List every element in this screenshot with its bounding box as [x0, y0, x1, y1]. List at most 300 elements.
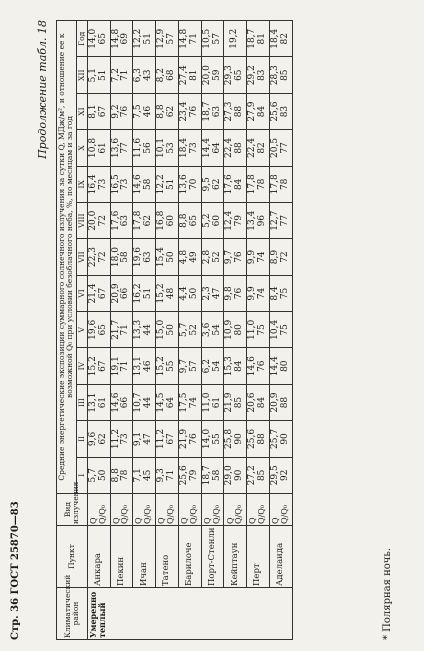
value-cell — [87, 312, 110, 348]
ratio-value: 60 — [165, 214, 176, 227]
value-cell — [270, 166, 293, 202]
ratio-value: 80 — [234, 324, 245, 336]
table-row — [87, 21, 110, 640]
quantity-label-q: Q — [202, 517, 212, 524]
quantity-label-ratio: Q/Q₀ — [234, 504, 244, 524]
q-value: 19,1 — [110, 356, 121, 377]
value-cell — [156, 312, 179, 348]
ratio-value: 83 — [279, 105, 290, 118]
q-value: 2,3 — [201, 286, 212, 301]
ratio-value: 88 — [279, 396, 290, 409]
ratio-value: 50 — [165, 251, 176, 263]
value-cell — [201, 239, 224, 275]
q-value: 23,4 — [178, 101, 189, 122]
point-cell: Татено — [156, 526, 179, 588]
value-cell — [270, 421, 293, 457]
month-header: I — [76, 457, 87, 493]
value-cell — [247, 130, 270, 166]
value-cell — [201, 93, 224, 129]
ratio-value: 47 — [143, 433, 154, 445]
value-cell — [224, 312, 247, 348]
value-cell — [224, 421, 247, 457]
q-value: 8,4 — [270, 286, 280, 301]
q-value: 28,3 — [270, 65, 280, 86]
ratio-value: 84 — [234, 360, 245, 372]
ratio-value: 53 — [165, 142, 176, 154]
ratio-value: 54 — [211, 324, 222, 336]
q-value: 9,2 — [110, 104, 121, 119]
value-cell — [87, 166, 110, 202]
q-value: 15,2 — [156, 283, 167, 304]
value-cell — [110, 348, 133, 384]
ratio-value: 92 — [279, 469, 290, 482]
q-value: 25,6 — [270, 101, 280, 122]
q-value: 7,5 — [133, 104, 144, 119]
quantity-label-ratio: Q/Q₀ — [257, 504, 267, 524]
ratio-value: 55 — [211, 433, 222, 445]
value-cell — [270, 239, 293, 275]
q-value: 11,0 — [201, 392, 212, 413]
value-cell — [247, 93, 270, 129]
value-cell — [247, 457, 270, 493]
ratio-value: 50 — [188, 287, 199, 300]
ratio-value: 78 — [120, 469, 131, 482]
col-top-header: Средние энергетические экспозиции суммарного солнечного излучения за сутки Q, МДж/м², и отношение ее к возможной Q₀ при условии безоблачного неба, %, по месяцам и за год — [57, 21, 77, 494]
ratio-value: 81 — [257, 33, 268, 45]
value-cell — [156, 239, 179, 275]
ratio-value: 65 — [188, 214, 199, 227]
q-value: 8,1 — [87, 104, 98, 119]
q-value: 11,0 — [247, 319, 258, 340]
month-header: VIII — [76, 203, 87, 239]
ratio-value: 65 — [234, 69, 245, 81]
ratio-value: 76 — [120, 105, 131, 118]
ratio-value: 77 — [279, 214, 290, 227]
q-value: 16,5 — [110, 174, 121, 195]
table-row — [178, 21, 201, 640]
ratio-value: 62 — [165, 105, 176, 118]
quantity-label-q: Q — [88, 517, 98, 524]
value-cell — [247, 166, 270, 202]
q-value: 15,4 — [156, 247, 167, 268]
q-value: 10,8 — [87, 137, 98, 158]
quantity-label-ratio: Q/Q₀ — [188, 504, 198, 524]
value-cell — [87, 93, 110, 129]
ratio-value: 71 — [120, 69, 131, 81]
q-value: 9,5 — [201, 177, 212, 192]
q-value: 15,2 — [156, 356, 167, 377]
value-cell — [178, 21, 201, 58]
value-cell — [133, 457, 156, 493]
value-cell — [110, 457, 133, 493]
col-qty-header: Вид излучения — [57, 494, 88, 526]
ratio-value: 44 — [143, 324, 154, 336]
ratio-value: 57 — [211, 33, 222, 45]
q-value: 19,6 — [87, 319, 98, 340]
ratio-value: 55 — [165, 360, 176, 372]
month-header: X — [76, 130, 87, 166]
value-cell — [201, 312, 224, 348]
q-value: 22,4 — [247, 137, 258, 158]
point-cell: Порт-Стенли — [201, 526, 224, 588]
q-value: 12,9 — [156, 28, 167, 49]
value-cell — [156, 457, 179, 493]
month-header: XII — [76, 57, 87, 93]
quantity-cell — [224, 494, 247, 526]
q-value: 22,4 — [224, 137, 235, 158]
ratio-value: 46 — [143, 105, 154, 118]
month-header: IX — [76, 166, 87, 202]
value-cell — [133, 312, 156, 348]
ratio-value: 52 — [211, 251, 222, 263]
value-cell — [178, 166, 201, 202]
ratio-value: 88 — [234, 142, 245, 154]
value-cell — [224, 130, 247, 166]
q-value: 9,9 — [247, 249, 258, 265]
value-cell — [156, 384, 179, 420]
value-cell — [247, 239, 270, 275]
ratio-value: 76 — [234, 251, 245, 263]
q-value: 21,9 — [178, 428, 189, 449]
ratio-value: 58 — [211, 469, 222, 482]
col-point-header: Пункт — [57, 526, 88, 588]
q-value: 14,5 — [156, 392, 167, 413]
value-cell — [178, 130, 201, 166]
q-value: 9,3 — [156, 468, 167, 483]
q-value: 11,6 — [133, 137, 144, 158]
quantity-cell — [270, 494, 293, 526]
q-value: 20,6 — [247, 392, 258, 413]
q-value: 9,1 — [133, 431, 144, 447]
q-value: 5,2 — [201, 213, 212, 228]
q-value: 8,8 — [156, 104, 167, 119]
value-cell — [87, 203, 110, 239]
q-value: 11,2 — [156, 428, 167, 449]
value-cell — [87, 421, 110, 457]
q-value: 13,4 — [247, 210, 258, 231]
ratio-value: 85 — [234, 396, 245, 409]
value-cell — [270, 348, 293, 384]
value-cell — [247, 275, 270, 311]
page-header — [10, 20, 32, 640]
ratio-value: 71 — [120, 360, 131, 372]
value-cell — [156, 421, 179, 457]
ratio-value: 76 — [188, 433, 199, 445]
q-value: 14,8 — [178, 28, 189, 49]
ratio-value: 82 — [279, 33, 290, 45]
month-header: IV — [76, 348, 87, 384]
ratio-value: 61 — [97, 142, 108, 154]
q-value: 15,0 — [156, 319, 167, 340]
q-value: 5,7 — [87, 468, 98, 483]
ratio-value: 51 — [97, 69, 108, 81]
ratio-value: 64 — [165, 396, 176, 409]
value-cell — [178, 93, 201, 129]
value-cell — [247, 21, 270, 58]
q-value: 7,1 — [133, 468, 144, 483]
value-cell — [247, 312, 270, 348]
q-value: 7,2 — [110, 68, 121, 83]
q-value: 18,4 — [178, 137, 189, 158]
ratio-value: 75 — [279, 287, 290, 300]
quantity-cell — [133, 494, 156, 526]
value-cell — [270, 312, 293, 348]
value-cell — [156, 348, 179, 384]
ratio-value: 65 — [97, 33, 108, 45]
q-value: 2,8 — [201, 249, 212, 265]
q-value: 17,6 — [224, 174, 235, 195]
month-header: VI — [76, 275, 87, 311]
q-value: 20,5 — [270, 137, 280, 158]
ratio-value: 74 — [257, 251, 268, 263]
ratio-value: 51 — [143, 33, 154, 45]
table-continuation-label: Продолжение табл. 18 — [36, 20, 49, 159]
q-value: 21,9 — [224, 392, 235, 413]
table-row — [133, 21, 156, 640]
ratio-value: 62 — [211, 178, 222, 191]
value-cell — [224, 384, 247, 420]
ratio-value: 51 — [143, 287, 154, 300]
ratio-value: 80 — [279, 360, 290, 372]
ratio-value: 79 — [188, 469, 199, 482]
q-value: 17,8 — [133, 210, 144, 231]
quantity-label-q: Q — [225, 517, 235, 524]
q-value: 17,8 — [270, 174, 280, 195]
table-header-row — [57, 21, 77, 640]
ratio-value: 76 — [257, 360, 268, 372]
ratio-value: 61 — [97, 396, 108, 409]
value-cell — [133, 239, 156, 275]
point-cell: Анкара — [87, 526, 110, 588]
point-cell: Ичан — [133, 526, 156, 588]
month-header: Год — [76, 21, 87, 58]
value-cell — [87, 275, 110, 311]
q-value: 25,8 — [224, 428, 235, 449]
value-cell — [224, 57, 247, 93]
ratio-value: 43 — [143, 69, 154, 81]
value-cell — [201, 130, 224, 166]
q-value: 16,2 — [133, 283, 144, 304]
ratio-value: 85 — [257, 469, 268, 482]
value-cell — [224, 166, 247, 202]
ratio-value: 76 — [234, 287, 245, 300]
q-value: 8,8 — [178, 213, 189, 228]
q-value: 20,0 — [201, 65, 212, 86]
q-value: 20,9 — [110, 283, 121, 304]
ratio-value: 78 — [279, 178, 290, 191]
value-cell — [133, 348, 156, 384]
q-value: 27,4 — [178, 65, 189, 86]
ratio-value: 71 — [165, 469, 176, 482]
ratio-value: 82 — [257, 142, 268, 154]
ratio-value: 62 — [97, 433, 108, 445]
q-value: 25,6 — [178, 465, 189, 486]
q-value: 27,2 — [247, 465, 258, 486]
q-value: 8,2 — [156, 68, 167, 83]
ratio-value: 73 — [120, 178, 131, 191]
value-cell — [178, 312, 201, 348]
point-cell: Барилоче — [178, 526, 201, 588]
value-cell — [133, 57, 156, 93]
value-cell — [270, 93, 293, 129]
q-value: 11,2 — [110, 428, 121, 449]
ratio-value: 54 — [211, 360, 222, 372]
month-header: V — [76, 312, 87, 348]
q-value: 14,4 — [270, 356, 280, 377]
ratio-value: 62 — [143, 214, 154, 227]
q-value: 14,6 — [110, 392, 121, 413]
value-cell — [201, 203, 224, 239]
value-cell — [247, 57, 270, 93]
ratio-value: 77 — [120, 142, 131, 154]
value-cell — [87, 348, 110, 384]
value-cell — [133, 93, 156, 129]
q-value: 19,6 — [133, 247, 144, 268]
value-cell — [224, 93, 247, 129]
value-cell — [224, 239, 247, 275]
q-value: 10,7 — [133, 392, 144, 413]
ratio-value: 64 — [211, 142, 222, 154]
table-row — [270, 21, 293, 640]
q-value: 6,3 — [133, 68, 144, 83]
quantity-label-q: Q — [134, 517, 144, 524]
q-value: 10,5 — [201, 28, 212, 49]
q-value: 16,8 — [156, 210, 167, 231]
quantity-label-ratio: Q/Q₀ — [143, 504, 153, 524]
value-cell — [270, 457, 293, 493]
ratio-value: 50 — [165, 324, 176, 336]
value-cell — [110, 239, 133, 275]
ratio-value: 88 — [257, 433, 268, 445]
quantity-cell — [156, 494, 179, 526]
value-cell — [201, 348, 224, 384]
q-value: 14,0 — [201, 428, 212, 449]
ratio-value: 74 — [188, 396, 199, 409]
q-value: 13,6 — [178, 174, 189, 195]
ratio-value: 83 — [257, 69, 268, 81]
value-cell — [178, 239, 201, 275]
q-value: 25,6 — [247, 428, 258, 449]
ratio-value: 50 — [97, 469, 108, 482]
ratio-value: 90 — [234, 469, 245, 482]
value-cell — [156, 93, 179, 129]
value-cell — [110, 384, 133, 420]
value-cell — [178, 348, 201, 384]
value-cell — [247, 421, 270, 457]
q-value: 16,4 — [87, 174, 98, 195]
ratio-value: 84 — [257, 396, 268, 409]
ratio-value: 67 — [97, 360, 108, 372]
value-cell — [110, 130, 133, 166]
q-value: 12,2 — [156, 174, 167, 195]
quantity-label-ratio: Q/Q₀ — [120, 504, 130, 524]
ratio-value: 71 — [188, 33, 199, 45]
ratio-value: 66 — [120, 287, 131, 300]
value-cell — [201, 166, 224, 202]
q-value: 29,0 — [224, 465, 235, 486]
ratio-value: 73 — [120, 433, 131, 445]
q-value: 12,7 — [270, 210, 280, 231]
ratio-value: 71 — [120, 324, 131, 336]
value-cell — [87, 457, 110, 493]
value-cell — [224, 203, 247, 239]
value-cell — [178, 57, 201, 93]
value-cell — [178, 457, 201, 493]
value-cell — [156, 203, 179, 239]
table-row — [224, 21, 247, 640]
ratio-value: 63 — [143, 251, 154, 263]
q-value: 22,3 — [87, 247, 98, 268]
q-value: 4,4 — [178, 286, 189, 301]
q-value: 12,4 — [224, 210, 235, 231]
month-header: VII — [76, 239, 87, 275]
q-value: 14,6 — [247, 356, 258, 377]
ratio-value: 75 — [257, 324, 268, 336]
q-value: 9,7 — [224, 249, 235, 265]
q-value: 17,5 — [178, 392, 189, 413]
ratio-value: 74 — [257, 287, 268, 300]
ratio-value: 56 — [143, 142, 154, 154]
quantity-label-q: Q — [111, 517, 121, 524]
value-cell — [87, 384, 110, 420]
ratio-value: 75 — [279, 324, 290, 336]
value-cell — [87, 239, 110, 275]
q-value: 9,6 — [87, 431, 98, 447]
q-value: 15,3 — [224, 356, 235, 377]
ratio-value: 84 — [257, 105, 268, 118]
ratio-value: 84 — [234, 178, 245, 191]
quantity-cell — [110, 494, 133, 526]
value-cell — [87, 130, 110, 166]
ratio-value: 47 — [211, 287, 222, 300]
value-cell — [133, 166, 156, 202]
ratio-value: 72 — [279, 251, 290, 263]
q-value: 21,4 — [87, 283, 98, 304]
value-cell — [133, 421, 156, 457]
quantity-label-ratio: Q/Q₀ — [279, 504, 289, 524]
q-value: 13,3 — [133, 319, 144, 340]
q-value: 14,0 — [87, 28, 98, 49]
ratio-value: 65 — [97, 324, 108, 336]
q-value: 18,4 — [270, 28, 280, 49]
ratio-value: 77 — [279, 142, 290, 154]
radiation-table — [56, 20, 293, 640]
ratio-value: 46 — [143, 360, 154, 372]
ratio-value: 48 — [165, 287, 176, 300]
ratio-value: 57 — [165, 33, 176, 45]
q-value: 8,8 — [110, 468, 121, 483]
ratio-value: 81 — [188, 69, 199, 81]
ratio-value: 67 — [165, 433, 176, 445]
ratio-value: 63 — [211, 105, 222, 118]
value-cell — [156, 21, 179, 58]
ratio-value: 49 — [188, 251, 199, 263]
quantity-cell — [87, 494, 110, 526]
page-header-text: Стр. 36 ГОСТ 25870—83 — [10, 501, 21, 640]
ratio-value: 69 — [120, 33, 131, 45]
ratio-value: 72 — [97, 251, 108, 263]
q-value: 17,8 — [247, 174, 258, 195]
point-cell: Аделаида — [270, 526, 293, 588]
value-cell — [270, 275, 293, 311]
q-value: 19,2 — [229, 28, 240, 49]
value-cell — [156, 130, 179, 166]
ratio-value: 70 — [188, 178, 199, 191]
q-value: 29,2 — [247, 65, 258, 86]
ratio-value: 61 — [211, 396, 222, 409]
q-value: 20,9 — [270, 392, 280, 413]
ratio-value: 63 — [120, 214, 131, 227]
